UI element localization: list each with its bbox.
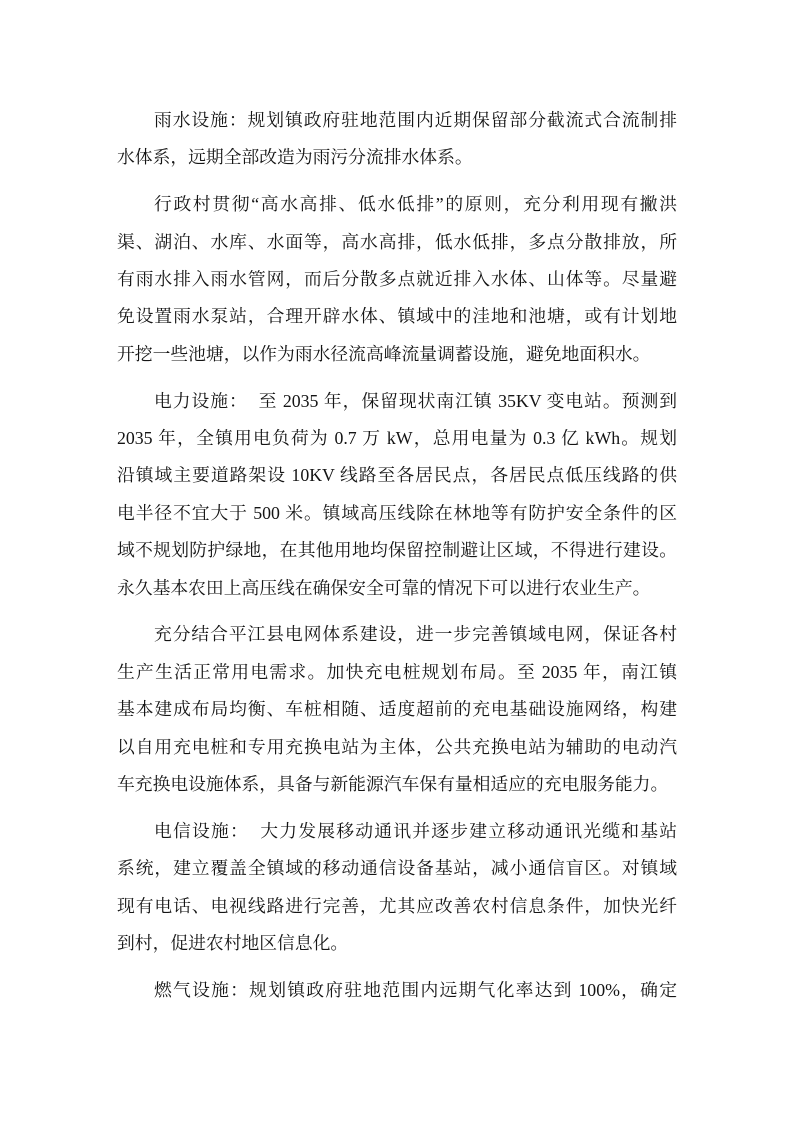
- paragraph-line: 域不规划防护绿地，在其他用地均保留控制避让区域，不得进行建设。: [117, 540, 677, 561]
- body-text: [117, 102, 677, 1009]
- paragraph-line: 电信设施： 大力发展移动通讯并逐步建立移动通讯光缆和基站: [154, 820, 677, 841]
- paragraph-line: 现有电话、电视线路进行完善，尤其应改善农村信息条件，加快光纤: [117, 895, 677, 916]
- paragraph-line: 永久基本农田上高压线在确保安全可靠的情况下可以进行农业生产。: [117, 577, 651, 598]
- paragraph-power-facilities: [117, 383, 677, 607]
- paragraph-line: 生产生活正常用电需求。加快充电桩规划布局。至 2035 年，南江镇: [117, 661, 677, 682]
- paragraph-line: 以自用充电桩和专用充换电站为主体，公共充换电站为辅助的电动汽: [117, 736, 677, 757]
- paragraph-line: 渠、湖泊、水库、水面等，高水高排，低水低排，多点分散排放，所: [117, 231, 677, 252]
- paragraph-line: 燃气设施：规划镇政府驻地范围内远期气化率达到 100%，确定: [154, 979, 677, 1000]
- paragraph-telecom-facilities: [117, 813, 677, 963]
- paragraph-gas-facilities: [117, 972, 677, 1009]
- paragraph-line: 基本建成布局均衡、车桩相随、适度超前的充电基础设施网络，构建: [117, 699, 677, 720]
- paragraph-line: 电力设施： 至 2035 年，保留现状南江镇 35KV 变电站。预测到: [154, 390, 677, 411]
- paragraph-line: 有雨水排入雨水管网，而后分散多点就近排入水体、山体等。尽量避: [117, 269, 677, 290]
- paragraph-village-drainage: [117, 186, 677, 373]
- paragraph-line: 雨水设施：规划镇政府驻地范围内近期保留部分截流式合流制排: [154, 110, 677, 130]
- paragraph-rainwater-facilities: [117, 102, 677, 177]
- paragraph-line: 电半径不宜大于 500 米。镇域高压线除在林地等有防护安全条件的区: [117, 502, 677, 523]
- paragraph-line: 车充换电设施体系，具备与新能源汽车保有量相适应的充电服务能力。: [117, 774, 669, 795]
- paragraph-line: 水体系，远期全部改造为雨污分流排水体系。: [117, 147, 473, 168]
- paragraph-line: 系统，建立覆盖全镇域的移动通信设备基站，减小通信盲区。对镇域: [117, 858, 677, 879]
- paragraph-line: 沿镇域主要道路架设 10KV 线路至各居民点，各居民点低压线路的供: [117, 465, 677, 486]
- paragraph-line: 充分结合平江县电网体系建设，进一步完善镇域电网，保证各村: [154, 624, 677, 645]
- paragraph-power-grid-charging: [117, 616, 677, 803]
- paragraph-line: 开挖一些池塘，以作为雨水径流高峰流量调蓄设施，避免地面积水。: [117, 343, 651, 364]
- paragraph-line: 免设置雨水泵站，合理开辟水体、镇域中的洼地和池塘，或有计划地: [117, 306, 677, 327]
- paragraph-line: 2035 年，全镇用电负荷为 0.7 万 kW，总用电量为 0.3 亿 kWh。规划: [117, 428, 677, 449]
- paragraph-line: 到村，促进农村地区信息化。: [117, 933, 349, 954]
- paragraph-line: 行政村贯彻“高水高排、低水低排”的原则，充分利用现有撇洪: [154, 194, 677, 215]
